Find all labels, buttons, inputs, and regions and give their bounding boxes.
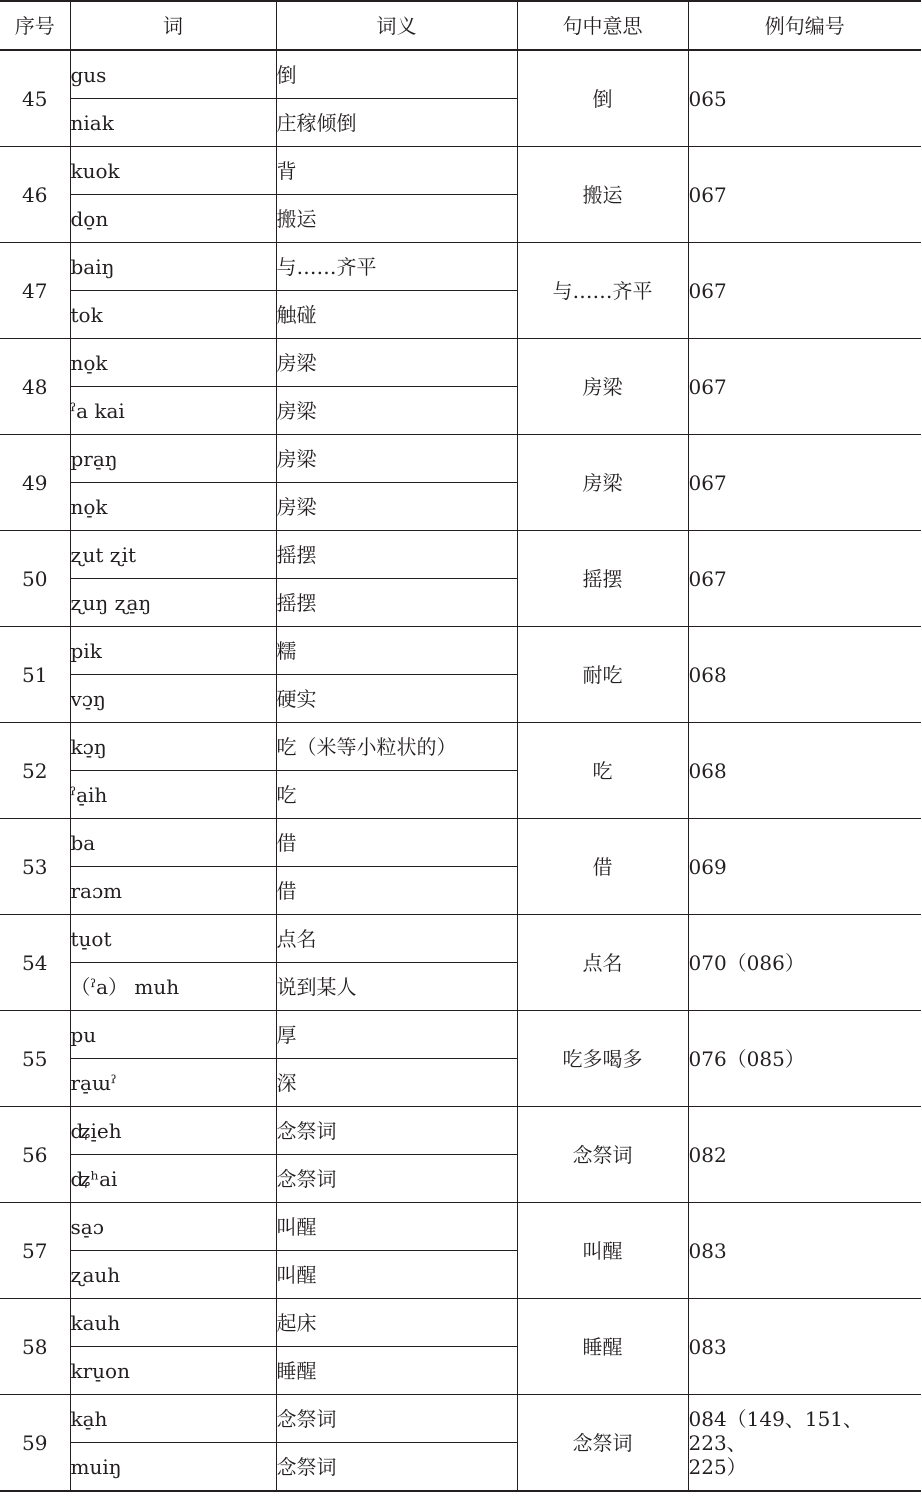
word-form: kauh (70, 1299, 276, 1347)
table-row (0, 915, 921, 963)
word-form: sa̠ɔ (70, 1203, 276, 1251)
table-row (0, 147, 921, 195)
word-meaning: 房梁 (276, 387, 517, 435)
word-form: ʥʰai (70, 1155, 276, 1203)
example-number: 067 (688, 435, 921, 531)
table-row (0, 1107, 921, 1155)
table-row (0, 339, 921, 387)
word-meaning: 硬实 (276, 675, 517, 723)
entry-number: 49 (0, 435, 70, 531)
entry-number: 47 (0, 243, 70, 339)
sense-in-sentence: 点名 (517, 915, 688, 1011)
word-form: ʐut ʐit (70, 531, 276, 579)
example-number: 068 (688, 723, 921, 819)
table-row (0, 1299, 921, 1347)
word-meaning: 吃 (276, 771, 517, 819)
word-form: ˀa kai (70, 387, 276, 435)
table-row (0, 723, 921, 771)
sense-in-sentence: 耐吃 (517, 627, 688, 723)
word-form: niak (70, 99, 276, 147)
word-meaning: 背 (276, 147, 517, 195)
word-form: pik (70, 627, 276, 675)
word-form: ʐauh (70, 1251, 276, 1299)
example-number: 068 (688, 627, 921, 723)
word-meaning: 点名 (276, 915, 517, 963)
table-header-row (0, 1, 921, 50)
table-row (0, 819, 921, 867)
sense-in-sentence: 吃 (517, 723, 688, 819)
word-form: ba (70, 819, 276, 867)
word-meaning: 房梁 (276, 483, 517, 531)
sense-in-sentence: 吃多喝多 (517, 1011, 688, 1107)
header-sense-in-sentence: 句中意思 (517, 1, 688, 50)
table-row (0, 435, 921, 483)
table-row (0, 1395, 921, 1443)
example-number: 069 (688, 819, 921, 915)
example-number: 083 (688, 1299, 921, 1395)
sense-in-sentence: 摇摆 (517, 531, 688, 627)
word-form: muiŋ (70, 1443, 276, 1492)
table-row (0, 1203, 921, 1251)
entry-number: 59 (0, 1395, 70, 1492)
sense-in-sentence: 搬运 (517, 147, 688, 243)
word-form: kru̠on (70, 1347, 276, 1395)
word-meaning: 搬运 (276, 195, 517, 243)
word-form: ra̠ɯˀ (70, 1059, 276, 1107)
word-meaning: 叫醒 (276, 1251, 517, 1299)
word-meaning: 庄稼倾倒 (276, 99, 517, 147)
entry-number: 52 (0, 723, 70, 819)
sense-in-sentence: 房梁 (517, 435, 688, 531)
word-form: kɔ̠ŋ (70, 723, 276, 771)
example-number: 067 (688, 531, 921, 627)
word-form: no̠k (70, 483, 276, 531)
example-number: 065 (688, 50, 921, 147)
word-meaning: 念祭词 (276, 1155, 517, 1203)
header-meaning: 词义 (276, 1, 517, 50)
word-form: pu (70, 1011, 276, 1059)
sense-in-sentence: 念祭词 (517, 1107, 688, 1203)
example-number: 084（149、151、223、 225） (688, 1395, 921, 1492)
word-form: gus (70, 50, 276, 99)
word-form: ʥi̠eh (70, 1107, 276, 1155)
word-meaning: 借 (276, 819, 517, 867)
word-meaning: 睡醒 (276, 1347, 517, 1395)
entry-number: 45 (0, 50, 70, 147)
word-form: tu̠ot (70, 915, 276, 963)
entry-number: 53 (0, 819, 70, 915)
word-meaning: 房梁 (276, 339, 517, 387)
word-form: ʐuŋ ʐa̠ŋ (70, 579, 276, 627)
word-meaning: 说到某人 (276, 963, 517, 1011)
entry-number: 55 (0, 1011, 70, 1107)
word-meaning: 叫醒 (276, 1203, 517, 1251)
word-form: pra̠ŋ (70, 435, 276, 483)
entry-number: 57 (0, 1203, 70, 1299)
word-meaning: 与……齐平 (276, 243, 517, 291)
entry-number: 54 (0, 915, 70, 1011)
word-meaning: 借 (276, 867, 517, 915)
header-example-number: 例句编号 (688, 1, 921, 50)
header-word: 词 (70, 1, 276, 50)
example-number: 070（086） (688, 915, 921, 1011)
example-number: 067 (688, 339, 921, 435)
sense-in-sentence: 睡醒 (517, 1299, 688, 1395)
word-meaning: 摇摆 (276, 531, 517, 579)
word-meaning: 摇摆 (276, 579, 517, 627)
table-body (0, 50, 921, 1491)
word-meaning: 触碰 (276, 291, 517, 339)
example-number: 067 (688, 147, 921, 243)
table-row (0, 50, 921, 99)
word-form: no̠k (70, 339, 276, 387)
word-meaning: 起床 (276, 1299, 517, 1347)
table-row (0, 531, 921, 579)
entry-number: 58 (0, 1299, 70, 1395)
entry-number: 48 (0, 339, 70, 435)
entry-number: 56 (0, 1107, 70, 1203)
word-form: kuok (70, 147, 276, 195)
example-number: 083 (688, 1203, 921, 1299)
sense-in-sentence: 借 (517, 819, 688, 915)
word-meaning: 吃（米等小粒状的） (276, 723, 517, 771)
word-meaning: 房梁 (276, 435, 517, 483)
word-meaning: 糯 (276, 627, 517, 675)
word-form: ˀa̠ih (70, 771, 276, 819)
table-row (0, 1011, 921, 1059)
example-number: 076（085） (688, 1011, 921, 1107)
word-form: do̠n (70, 195, 276, 243)
word-form: ka̠h (70, 1395, 276, 1443)
entry-number: 50 (0, 531, 70, 627)
word-form: baiŋ (70, 243, 276, 291)
sense-in-sentence: 倒 (517, 50, 688, 147)
word-form: （ˀa） muh (70, 963, 276, 1011)
sense-in-sentence: 叫醒 (517, 1203, 688, 1299)
table-row (0, 627, 921, 675)
sense-in-sentence: 与……齐平 (517, 243, 688, 339)
sense-in-sentence: 房梁 (517, 339, 688, 435)
header-index: 序号 (0, 1, 70, 50)
word-meaning: 念祭词 (276, 1395, 517, 1443)
sense-in-sentence: 念祭词 (517, 1395, 688, 1492)
word-meaning: 念祭词 (276, 1107, 517, 1155)
word-meaning: 念祭词 (276, 1443, 517, 1492)
word-meaning: 深 (276, 1059, 517, 1107)
entry-number: 51 (0, 627, 70, 723)
entry-number: 46 (0, 147, 70, 243)
example-number: 067 (688, 243, 921, 339)
word-meaning: 厚 (276, 1011, 517, 1059)
word-meaning: 倒 (276, 50, 517, 99)
word-form: raɔm (70, 867, 276, 915)
word-form: tok (70, 291, 276, 339)
word-form: vɔ̠ŋ (70, 675, 276, 723)
example-number: 082 (688, 1107, 921, 1203)
table-row (0, 243, 921, 291)
